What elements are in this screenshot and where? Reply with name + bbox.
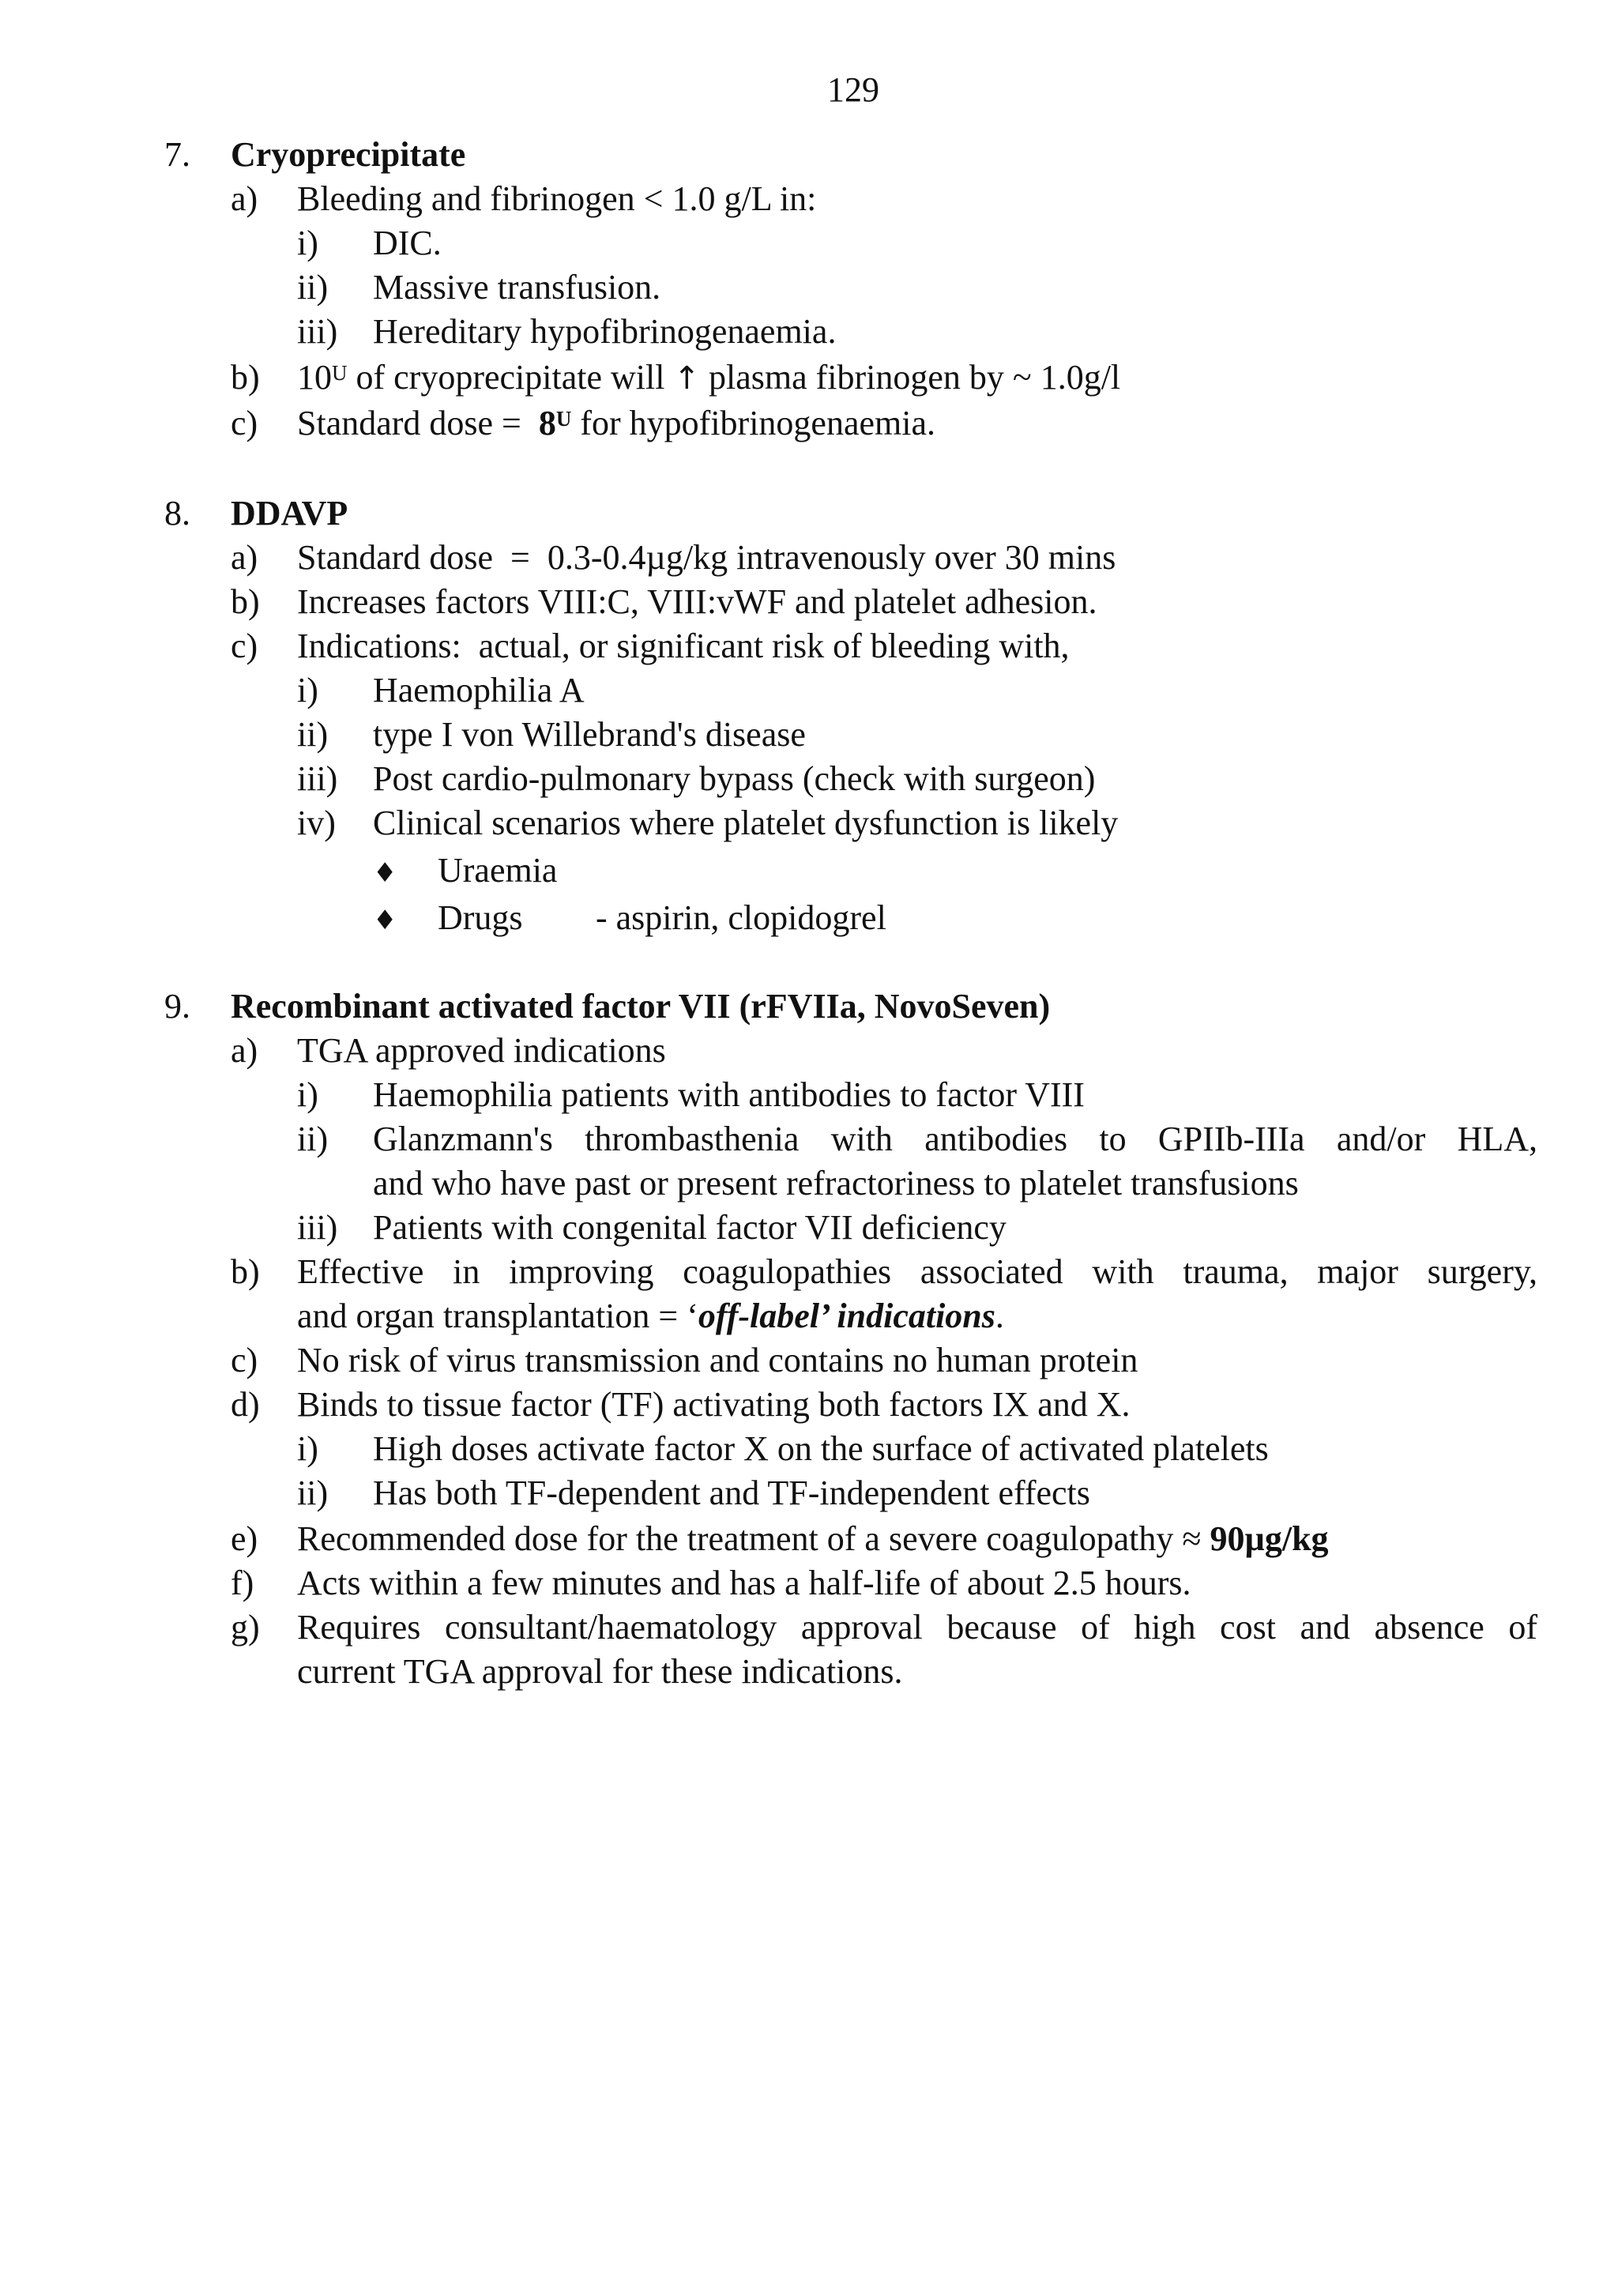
item-marker: ii) [297, 1120, 329, 1158]
emphasis-text: off-label’ indications [698, 1297, 995, 1335]
text-fragment: of cryoprecipitate will [347, 358, 674, 397]
item-marker: c) [231, 404, 258, 442]
list-item [231, 536, 1116, 580]
item-marker: ii) [297, 715, 329, 754]
item-text: Acts within a few minutes and has a half-life of about 2.5 hours. [297, 1564, 1191, 1602]
item-text: TGA approved indications [297, 1031, 666, 1070]
section-number: 9. [164, 987, 190, 1026]
dose-value: 8 [538, 404, 556, 442]
text-fragment: Standard dose = [297, 404, 539, 442]
item-marker: b) [231, 358, 260, 397]
item-marker: i) [297, 224, 318, 262]
list-item [231, 1250, 1537, 1294]
list-item [231, 1383, 1131, 1427]
page-number: 129 [827, 70, 879, 109]
list-item [231, 580, 1097, 624]
continuation-line: current TGA approval for these indications. [297, 1652, 903, 1691]
bullet-item [373, 896, 886, 943]
item-text: Massive transfusion. [373, 268, 661, 307]
section-9-heading [164, 984, 1051, 1029]
section-number: 8. [164, 494, 190, 533]
item-marker: iv) [297, 804, 336, 842]
item-marker: a) [231, 1031, 258, 1070]
item-marker: c) [231, 627, 258, 665]
item-marker: e) [231, 1519, 258, 1558]
unit-superscript: U [555, 407, 572, 431]
sub-list-item [297, 668, 585, 713]
item-marker: iii) [297, 759, 338, 798]
list-item [231, 1517, 1329, 1561]
item-marker: b) [231, 1252, 260, 1291]
item-marker: b) [231, 582, 260, 621]
sub-list-item [297, 310, 837, 354]
text-fragment: for hypofibrinogenaemia. [571, 404, 935, 442]
list-item [231, 177, 817, 221]
item-text: Glanzmann's thrombasthenia with antibodies to GPIIb-IIIa and/or HLA, [373, 1120, 1537, 1158]
item-text [297, 356, 1120, 401]
text-fragment: plasma fibrinogen by ~ 1.0g/l [699, 358, 1121, 397]
item-marker: g) [231, 1608, 260, 1647]
text-fragment: and organ transplantation = ‘ [297, 1297, 698, 1335]
item-marker: i) [297, 1075, 318, 1114]
item-text: Indications: actual, or significant risk of bleeding with, [297, 627, 1070, 665]
item-text: Post cardio-pulmonary bypass (check with surgeon) [373, 759, 1096, 798]
sub-list-item [297, 801, 1119, 845]
item-marker: ii) [297, 1474, 329, 1512]
item-text [297, 401, 935, 446]
item-marker: c) [231, 1341, 258, 1379]
continuation-line [297, 1294, 1004, 1338]
sub-list-item [297, 1117, 1537, 1161]
bullet-item [373, 849, 558, 895]
item-text: Requires consultant/haematology approval because of high cost and absence of [297, 1608, 1537, 1647]
item-marker: ii) [297, 268, 329, 307]
item-marker: i) [297, 671, 318, 710]
text-fragment: Recommended dose for the treatment of a severe coagulopathy ≈ [297, 1519, 1210, 1558]
item-marker: a) [231, 179, 258, 218]
item-marker: a) [231, 538, 258, 577]
item-text: No risk of virus transmission and contains no human protein [297, 1341, 1138, 1379]
item-text [297, 1517, 1329, 1561]
item-text: Binds to tissue factor (TF) activating both factors IX and X. [297, 1385, 1131, 1424]
text-fragment: . [995, 1297, 1004, 1335]
item-marker: i) [297, 1429, 318, 1468]
list-item [231, 1561, 1191, 1605]
sub-list-item [297, 1206, 1007, 1250]
list-item [231, 356, 1121, 400]
item-text: Effective in improving coagulopathies associated with trauma, major surgery, [297, 1252, 1537, 1291]
item-marker: iii) [297, 1208, 338, 1247]
item-text: Increases factors VIII:C, VIII:vWF and platelet adhesion. [297, 582, 1097, 621]
item-text: Haemophilia A [373, 671, 585, 710]
item-text: Haemophilia patients with antibodies to factor VIII [373, 1075, 1085, 1114]
section-title: Cryoprecipitate [231, 135, 466, 174]
item-marker: f) [231, 1564, 254, 1602]
item-text: Bleeding and fibrinogen < 1.0 g/L in: [297, 179, 817, 218]
unit-superscript: U [332, 361, 348, 385]
list-item [231, 624, 1070, 668]
section-7-heading [164, 133, 466, 177]
item-text: Uraemia [438, 851, 558, 890]
item-marker: d) [231, 1385, 260, 1424]
item-text: type I von Willebrand's disease [373, 715, 806, 754]
item-text: DIC. [373, 224, 442, 262]
item-text: Hereditary hypofibrinogenaemia. [373, 312, 837, 351]
item-text: - aspirin, clopidogrel [596, 898, 886, 937]
item-label: Drugs [438, 898, 523, 937]
item-text: Clinical scenarios where platelet dysfunction is likely [373, 804, 1119, 842]
section-title: Recombinant activated factor VII (rFVIIa, NovoSeven) [231, 987, 1051, 1026]
dose-value: 90µg/kg [1210, 1519, 1329, 1558]
list-item [231, 401, 935, 446]
item-marker: iii) [297, 312, 338, 351]
item-text: Patients with congenital factor VII deficiency [373, 1208, 1007, 1247]
dose-number: 10 [297, 358, 332, 397]
diamond-bullet-icon: ♦ [373, 857, 397, 889]
diamond-bullet-icon: ♦ [373, 905, 397, 936]
sub-list-item [297, 221, 442, 265]
up-arrow-icon: ↑ [673, 360, 700, 397]
sub-list-item [297, 757, 1096, 801]
item-text: Standard dose = 0.3-0.4µg/kg intravenously over 30 mins [297, 538, 1116, 577]
list-item [231, 1029, 666, 1073]
section-title: DDAVP [231, 494, 348, 533]
list-item [231, 1605, 1537, 1650]
sub-list-item [297, 713, 806, 757]
sub-list-item [297, 1427, 1269, 1471]
item-text: Has both TF-dependent and TF-independent effects [373, 1474, 1090, 1512]
sub-list-item [297, 265, 661, 310]
list-item [231, 1338, 1138, 1383]
sub-list-item [297, 1471, 1090, 1515]
sub-list-item [297, 1073, 1085, 1117]
item-text: High doses activate factor X on the surface of activated platelets [373, 1429, 1269, 1468]
section-number: 7. [164, 135, 190, 174]
section-8-heading [164, 491, 348, 536]
continuation-line: and who have past or present refractoriness to platelet transfusions [373, 1164, 1299, 1203]
